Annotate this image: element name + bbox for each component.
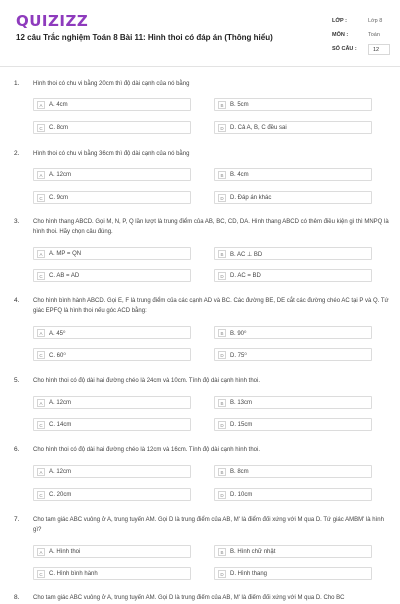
- option-letter: C: [37, 124, 45, 132]
- option-text: B. 4cm: [230, 172, 249, 178]
- option-a[interactable]: [33, 168, 191, 181]
- option-d[interactable]: [214, 191, 372, 204]
- option-a[interactable]: [33, 396, 191, 409]
- option-text: D. Hình thang: [230, 571, 268, 577]
- option-text: B. AC ⊥ BD: [230, 252, 263, 258]
- option-text: C. 14cm: [49, 422, 72, 428]
- option-letter: A: [37, 250, 45, 258]
- option-text: C. 9cm: [49, 195, 69, 201]
- option-letter: D: [218, 570, 226, 578]
- option-letter: C: [37, 272, 45, 280]
- option-letter: D: [218, 124, 226, 132]
- option-letter: B: [218, 329, 226, 337]
- option-text: D. 15cm: [230, 422, 253, 428]
- option-letter: C: [37, 491, 45, 499]
- option-text: B. 90⁰: [230, 331, 247, 337]
- meta-count-value: 12: [373, 47, 380, 53]
- option-d[interactable]: [214, 121, 372, 134]
- option-letter: B: [218, 468, 226, 476]
- question-number: 2.: [14, 150, 20, 157]
- question-text: Cho tam giác ABC vuông ở A, trung tuyến AM. Gọi D là trung điểm của AB, M' là điểm đối xứng với M qua D. Cho BC: [33, 595, 345, 601]
- meta-subject-label: MÔN :: [332, 32, 349, 38]
- option-d[interactable]: [214, 348, 372, 361]
- option-text: A. 12cm: [49, 172, 72, 178]
- option-c[interactable]: [33, 269, 191, 282]
- option-b[interactable]: [214, 465, 372, 478]
- option-text: A. 12cm: [49, 400, 72, 406]
- option-text: A. 4cm: [49, 102, 68, 108]
- option-b[interactable]: [214, 98, 372, 111]
- option-c[interactable]: [33, 418, 191, 431]
- option-letter: B: [218, 171, 226, 179]
- question-text: Hình thoi có chu vi bằng 36cm thì độ dài cạnh của nó bằng: [33, 151, 190, 157]
- question-number: 7.: [14, 516, 20, 523]
- option-b[interactable]: [214, 247, 372, 260]
- option-letter: D: [218, 272, 226, 280]
- option-text: B. Hình chữ nhật: [230, 549, 276, 555]
- meta-count: [332, 44, 390, 56]
- meta-subject-value: Toán: [368, 32, 380, 38]
- option-letter: A: [37, 171, 45, 179]
- meta-count-label: SỐ CÂU :: [332, 46, 357, 52]
- option-text: C. 8cm: [49, 125, 69, 131]
- option-letter: B: [218, 101, 226, 109]
- option-text: A. Hình thoi: [49, 549, 81, 555]
- option-d[interactable]: [214, 488, 372, 501]
- option-c[interactable]: [33, 488, 191, 501]
- question-number: 1.: [14, 80, 20, 87]
- option-c[interactable]: [33, 567, 191, 580]
- header-divider: [0, 66, 400, 67]
- option-text: C. 60⁰: [49, 353, 66, 359]
- option-letter: A: [37, 548, 45, 556]
- option-text: C. Hình bình hành: [49, 571, 98, 577]
- header: [0, 0, 400, 66]
- option-letter: D: [218, 491, 226, 499]
- option-d[interactable]: [214, 567, 372, 580]
- question-text: Cho hình bình hành ABCD. Gọi E, F là trung điểm của các cạnh AD và BC. Các đường BE, DE cắt các đường chéo AC tại P và Q. Tứ giác EPFQ là hình thoi nếu góc ACD bằng:: [33, 298, 389, 314]
- option-text: D. Cả A, B, C đều sai: [230, 125, 287, 131]
- question-number: 3.: [14, 218, 20, 225]
- option-d[interactable]: [214, 269, 372, 282]
- option-letter: D: [218, 194, 226, 202]
- option-text: D. 75⁰: [230, 353, 247, 359]
- option-letter: B: [218, 548, 226, 556]
- meta-grade: [332, 16, 390, 28]
- option-letter: C: [37, 351, 45, 359]
- option-letter: A: [37, 101, 45, 109]
- option-letter: C: [37, 570, 45, 578]
- option-b[interactable]: [214, 545, 372, 558]
- option-b[interactable]: [214, 326, 372, 339]
- option-text: A. 12cm: [49, 469, 72, 475]
- option-text: A. MP = QN: [49, 251, 82, 257]
- question-number: 6.: [14, 446, 20, 453]
- question-text: Cho tam giác ABC vuông ở A, trung tuyến AM. Gọi D là trung điểm của AB, M' là điểm đối xứng với M qua D. Tứ giác AMBM' là hình gì?: [33, 517, 384, 533]
- meta-grade-label: LỚP :: [332, 18, 347, 24]
- option-letter: A: [37, 468, 45, 476]
- option-letter: A: [37, 399, 45, 407]
- option-text: B. 8cm: [230, 469, 249, 475]
- meta-count-box: [368, 44, 390, 55]
- meta-grade-value: Lớp 8: [368, 18, 383, 24]
- question-text: Cho hình thoi có độ dài hai đường chéo là 24cm và 10cm. Tính độ dài cạnh hình thoi.: [33, 378, 260, 384]
- option-a[interactable]: [33, 247, 191, 260]
- option-c[interactable]: [33, 348, 191, 361]
- option-c[interactable]: [33, 121, 191, 134]
- option-text: D. Đáp án khác: [230, 195, 272, 201]
- option-c[interactable]: [33, 191, 191, 204]
- option-a[interactable]: [33, 326, 191, 339]
- option-letter: C: [37, 194, 45, 202]
- option-a[interactable]: [33, 465, 191, 478]
- option-text: A. 45⁰: [49, 331, 66, 337]
- question-text: Cho hình thoi có độ dài hai đường chéo là 12cm và 16cm. Tính độ dài cạnh hình thoi.: [33, 447, 260, 453]
- option-letter: B: [218, 250, 226, 258]
- page-title: 12 câu Trắc nghiệm Toán 8 Bài 11: Hình thoi có đáp án (Thông hiểu): [16, 33, 273, 42]
- option-letter: C: [37, 421, 45, 429]
- question-text: Cho hình thang ABCD. Gọi M, N, P, Q lần lượt là trung điểm của AB, BC, CD, DA. Hình thang ABCD có thêm điều kiện gì thì MNPQ là hình thoi. Hãy chọn câu đúng.: [33, 219, 389, 235]
- option-text: B. 13cm: [230, 400, 253, 406]
- meta-subject: [332, 30, 390, 42]
- question-number: 8.: [14, 594, 20, 601]
- option-letter: A: [37, 329, 45, 337]
- option-a[interactable]: [33, 545, 191, 558]
- option-text: D. AC = BD: [230, 273, 261, 279]
- question-text: Hình thoi có chu vi bằng 20cm thì độ dài cạnh của nó bằng: [33, 81, 190, 87]
- quizizz-logo[interactable]: QUIZIZZ: [16, 12, 89, 30]
- question-number: 4.: [14, 297, 20, 304]
- option-text: C. 20cm: [49, 492, 72, 498]
- option-text: C. AB = AD: [49, 273, 80, 279]
- option-letter: D: [218, 351, 226, 359]
- option-letter: D: [218, 421, 226, 429]
- option-letter: B: [218, 399, 226, 407]
- option-a[interactable]: [33, 98, 191, 111]
- option-b[interactable]: [214, 168, 372, 181]
- question-number: 5.: [14, 377, 20, 384]
- option-d[interactable]: [214, 418, 372, 431]
- option-text: D. 10cm: [230, 492, 253, 498]
- option-b[interactable]: [214, 396, 372, 409]
- option-text: B. 5cm: [230, 102, 249, 108]
